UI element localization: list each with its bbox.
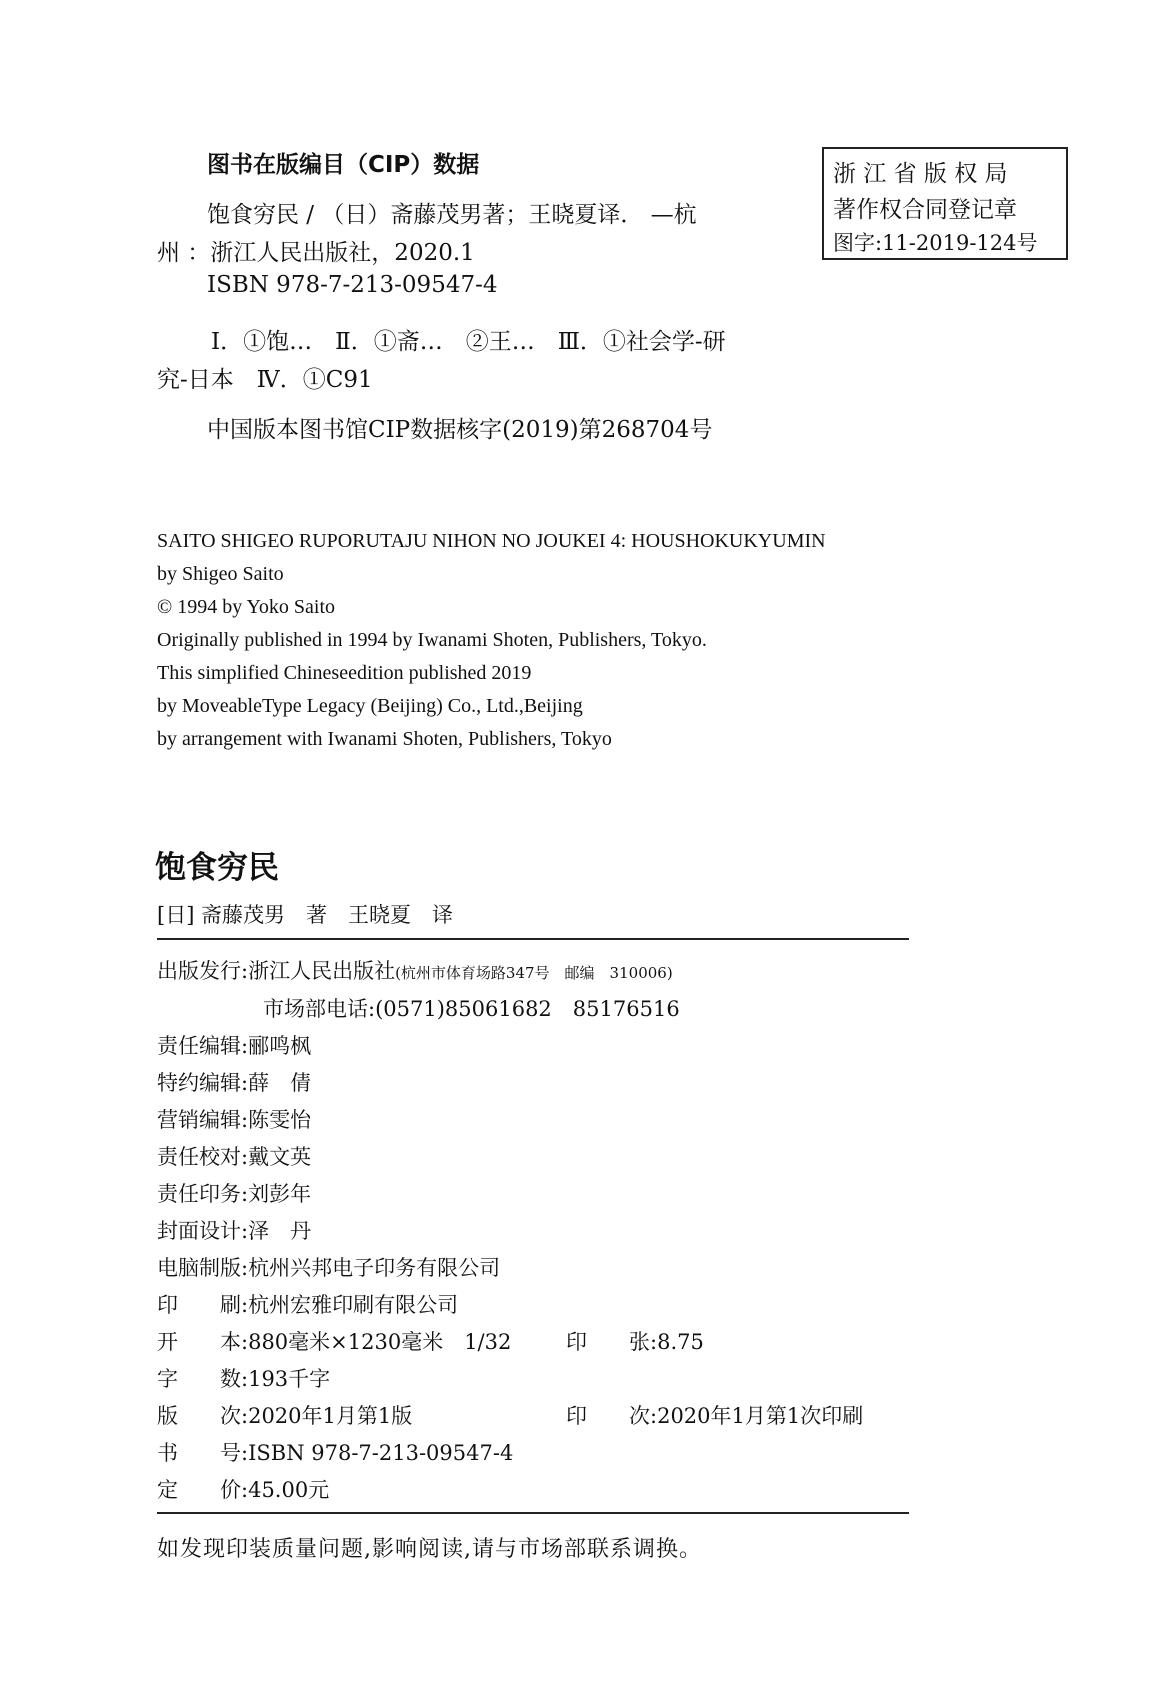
sheets-label: 印 张:	[566, 1330, 658, 1354]
imprint-row-value: 泽 丹	[248, 1219, 312, 1243]
cip-line-2: 州 ：浙江人民出版社，2020.1	[157, 240, 475, 266]
publisher-label: 出版发行:	[157, 959, 249, 983]
publisher-value: 浙江人民出版社	[248, 959, 396, 983]
imprint-row-value: 郦鸣枫	[248, 1034, 312, 1058]
sheets-value: 8.75	[657, 1330, 704, 1354]
cip-classification-1: Ⅰ．①饱… Ⅱ．①斋… ②王… Ⅲ．①社会学-研	[211, 329, 726, 355]
imprint-row-value: 刘彭年	[248, 1182, 312, 1206]
imprint-row	[157, 1178, 311, 1208]
copyright-box-line-2: 著作权合同登记章	[833, 197, 1017, 223]
imprint-format	[157, 1326, 511, 1356]
imprint-row-label: 电脑制版:	[157, 1256, 249, 1280]
imprint-printing	[566, 1400, 863, 1430]
cip-record-number: 中国版本图书馆CIP数据核字(2019)第268704号	[207, 417, 713, 443]
edition-value: 2020年1月第1版	[248, 1404, 413, 1428]
imprint-row-value: 陈雯怡	[248, 1108, 312, 1132]
imprint-row	[157, 1067, 311, 1097]
english-line-2: by Shigeo Saito	[157, 563, 284, 585]
imprint-isbn	[157, 1437, 513, 1467]
copyright-registration-box	[822, 147, 1068, 260]
english-line-3: © 1994 by Yoko Saito	[157, 596, 336, 618]
cip-line-1: 饱食穷民 / （日）斋藤茂男著；王晓夏译． —杭	[207, 202, 697, 228]
imprint-price	[157, 1474, 329, 1504]
imprint-row-label: 封面设计:	[157, 1219, 249, 1243]
book-title: 饱食穷民	[155, 850, 279, 886]
english-line-4: Originally published in 1994 by Iwanami Shoten, Publishers, Tokyo.	[157, 629, 707, 651]
format-value: 880毫米×1230毫米 1/32	[248, 1330, 512, 1354]
words-value: 193千字	[248, 1367, 331, 1391]
english-line-6: by MoveableType Legacy (Beijing) Co., Ltd.,Beijing	[157, 695, 583, 717]
book-authors: [日] 斋藤茂男 著 王晓夏 译	[157, 903, 454, 927]
imprint-row	[157, 1252, 500, 1282]
imprint-row	[157, 1215, 311, 1245]
cip-heading: 图书在版编目（CIP）数据	[207, 152, 480, 178]
isbn-value: ISBN 978-7-213-09547-4	[248, 1441, 514, 1465]
bottom-divider	[157, 1512, 909, 1514]
cip-isbn: ISBN 978-7-213-09547-4	[207, 272, 498, 298]
imprint-row-label: 责任编辑:	[157, 1034, 249, 1058]
copyright-box-line-3: 图字:11-2019-124号	[833, 231, 1038, 255]
imprint-row-label: 责任校对:	[157, 1145, 249, 1169]
printing-value: 2020年1月第1次印刷	[657, 1404, 864, 1428]
imprint-words	[157, 1363, 330, 1393]
english-line-5: This simplified Chineseedition published 2019	[157, 662, 532, 684]
english-line-7: by arrangement with Iwanami Shoten, Publishers, Tokyo	[157, 728, 612, 750]
imprint-row-label: 印 刷:	[157, 1293, 249, 1317]
words-label: 字 数:	[157, 1367, 249, 1391]
imprint-row-value: 杭州兴邦电子印务有限公司	[248, 1256, 501, 1280]
top-divider	[157, 938, 909, 940]
imprint-row	[157, 1289, 458, 1319]
imprint-row	[157, 1141, 311, 1171]
imprint-row-label: 营销编辑:	[157, 1108, 249, 1132]
imprint-row	[157, 1030, 311, 1060]
imprint-row-label: 特约编辑:	[157, 1071, 249, 1095]
quality-notice: 如发现印装质量问题,影响阅读,请与市场部联系调换。	[157, 1537, 702, 1562]
english-line-1: SAITO SHIGEO RUPORUTAJU NIHON NO JOUKEI 4: HOUSHOKUKYUMIN	[157, 530, 826, 552]
imprint-row-value: 薛 倩	[248, 1071, 312, 1095]
edition-label: 版 次:	[157, 1404, 249, 1428]
publisher-address: (杭州市体育场路347号 邮编 310006)	[395, 964, 673, 982]
imprint-row-value: 戴文英	[248, 1145, 312, 1169]
imprint-row-label: 责任印务:	[157, 1182, 249, 1206]
price-label: 定 价:	[157, 1478, 249, 1502]
imprint-phone: 市场部电话:(0571)85061682 85176516	[263, 997, 680, 1021]
imprint-publisher	[157, 955, 673, 985]
imprint-row-value: 杭州宏雅印刷有限公司	[248, 1293, 459, 1317]
imprint-sheets	[566, 1326, 704, 1356]
price-value: 45.00元	[248, 1478, 330, 1502]
format-label: 开 本:	[157, 1330, 249, 1354]
cip-classification-2: 究-日本 Ⅳ．①C91	[157, 367, 373, 393]
imprint-row	[157, 1104, 311, 1134]
imprint-edition	[157, 1400, 412, 1430]
printing-label: 印 次:	[566, 1404, 658, 1428]
isbn-label: 书 号:	[157, 1441, 249, 1465]
copyright-box-line-1: 浙 江 省 版 权 局	[833, 161, 1008, 187]
